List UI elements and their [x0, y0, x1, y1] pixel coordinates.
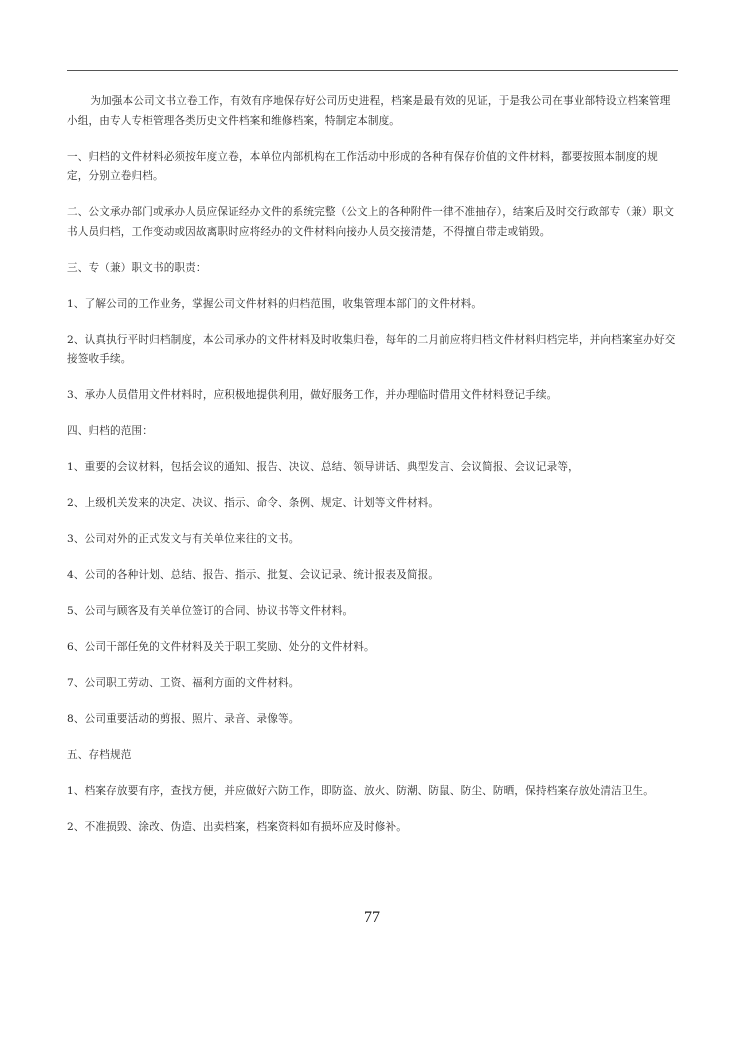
section-3-item-1: 1、了解公司的工作业务，掌握公司文件材料的归档范围，收集管理本部门的文件材料。: [67, 297, 483, 310]
section-3-item-3: 3、承办人员借用文件材料时，应积极地提供利用，做好服务工作，并办理临时借用文件材料登记手续。: [67, 389, 558, 401]
section-5-item-2: 2、不准损毁、涂改、伪造、出卖档案，档案资料如有损坏应及时修补。: [67, 821, 407, 833]
page-number: 77: [364, 909, 380, 926]
section-4-item-8: 8、公司重要活动的剪报、照片、录音、录像等。: [67, 713, 300, 725]
section-5-heading: 五、存档规范: [67, 749, 132, 761]
section-4-item-1: 1、重要的会议材料，包括会议的通知、报告、决议、总结、领导讲话、典型发言、会议简报、会议记录等，: [67, 461, 579, 473]
section-4-heading: 四、归档的范围：: [67, 425, 153, 437]
header-rule: [67, 70, 678, 71]
section-5-item-1: 1、档案存放要有序，查找方便，并应做好六防工作，即防盗、放火、防潮、防鼠、防尘、防晒，保持档案存放处清洁卫生。: [67, 785, 655, 797]
clause-1-paragraph: 一、归档的文件材料必须按年度立卷，本单位内部机构在工作活动中形成的各种有保存价值的文件材料，都要按照本制度的规定，分别立卷归档。: [67, 150, 658, 182]
clause-2-paragraph: 二、公文承办部门或承办人员应保证经办文件的系统完整（公文上的各种附件一律不准抽存），结案后及时交行政部专（兼）职文书人员归档，工作变动或因故离职时应将经办的文件材料向接办人员交接清楚，不得擅自带走或销毁。: [67, 206, 675, 238]
intro-paragraph: 为加强本公司文书立卷工作，有效有序地保存好公司历史进程，档案是最有效的见证，于是我公司在事业部特设立档案管理小组，由专人专柜管理各类历史文件档案和维修档案，特制定本制度。: [67, 95, 671, 127]
section-4-item-4: 4、公司的各种计划、总结、报告、指示、批复、会议记录、统计报表及简报。: [67, 569, 440, 581]
section-4-item-5: 5、公司与顾客及有关单位签订的合同、协议书等文件材料。: [67, 605, 354, 617]
section-3-heading: 三、专（兼）职文书的职责：: [67, 261, 207, 274]
section-3-item-2: 2、认真执行平时归档制度，本公司承办的文件材料及时收集归卷，每年的二月前应将归档文件材料归档完毕，并向档案室办好交接签收手续。: [67, 333, 676, 365]
section-4-item-3: 3、公司对外的正式发文与有关单位来往的文书。: [67, 533, 300, 545]
document-body: [67, 92, 679, 854]
section-4-item-6: 6、公司干部任免的文件材料及关于职工奖励、处分的文件材料。: [67, 641, 375, 653]
section-4-item-7: 7、公司职工劳动、工资、福利方面的文件材料。: [67, 677, 300, 689]
section-4-item-2: 2、上级机关发来的决定、决议、指示、命令、条例、规定、计划等文件材料。: [67, 497, 440, 509]
